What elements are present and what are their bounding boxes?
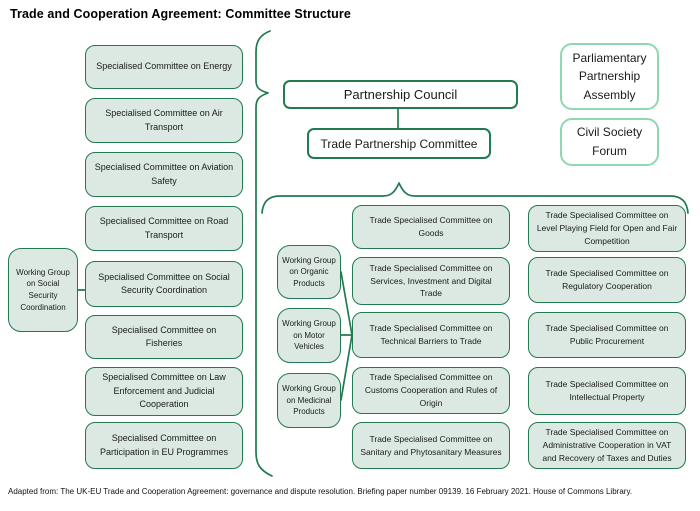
- trade-committee-label: Trade Specialised Committee on Sanitary and Phytosanitary Measures: [360, 433, 502, 457]
- trade-committee-sanitary-box: [352, 422, 510, 469]
- organic-products-line: [341, 272, 352, 335]
- trade-committee-label: Trade Specialised Committee on Intellectual Property: [545, 379, 669, 402]
- specialised-committee-aviation-safety-box: [85, 152, 243, 197]
- committee-label: Specialised Committee on Social Security Coordination: [98, 271, 230, 295]
- working-group-social-security-box: [8, 248, 78, 332]
- trade-committee-regulatory-cooperation-box: [528, 257, 686, 303]
- committee-label: Specialised Committee on Fisheries: [111, 324, 217, 348]
- trade-committee-customs-box: [352, 367, 510, 414]
- working-group-motor-vehicles-box: [277, 308, 341, 363]
- civil-society-forum-label: Civil Society Forum: [576, 125, 643, 158]
- specialised-committee-fisheries-box: [85, 315, 243, 359]
- left-column-brace: [256, 31, 272, 476]
- parliamentary-partnership-assembly-label: Parliamentary Partnership Assembly: [572, 50, 647, 102]
- committee-label: Specialised Committee on Air Transport: [105, 108, 223, 132]
- civil-society-forum-box: [560, 118, 659, 166]
- trade-committee-label: Trade Specialised Committee on Level Playing Field for Open and Fair Competition: [536, 210, 678, 246]
- trade-committee-label: Trade Specialised Committee on Customs Cooperation and Rules of Origin: [364, 372, 498, 408]
- trade-committee-vat-box: [528, 422, 686, 469]
- specialised-committee-air-transport-box: [85, 98, 243, 143]
- trade-committee-label: Trade Specialised Committee on Services, Investment and Digital Trade: [369, 262, 493, 299]
- working-group-medicinal-products-box: [277, 373, 341, 428]
- working-group-organic-products-box: [277, 245, 341, 299]
- source-attribution: Adapted from: The UK-EU Trade and Cooperation Agreement: governance and dispute resolution. Briefing paper number 09139. 16 February 2021. House of Commons Library.: [8, 487, 633, 496]
- trade-committee-technical-barriers-box: [352, 312, 510, 358]
- partnership-council-label: Partnership Council: [343, 87, 458, 102]
- trade-committee-intellectual-property-box: [528, 367, 686, 415]
- medicinal-products-line: [341, 335, 352, 400]
- trade-committee-label: Trade Specialised Committee on Technical Barriers to Trade: [369, 323, 493, 346]
- trade-committee-services-box: [352, 257, 510, 305]
- committee-label: Specialised Committee on Aviation Safety: [94, 162, 234, 186]
- committee-label: Specialised Committee on Energy: [96, 61, 232, 72]
- specialised-committee-energy-box: [85, 45, 243, 89]
- partnership-council-box: [283, 80, 518, 109]
- committee-label: Specialised Committee on Law Enforcement and Judicial Cooperation: [102, 372, 226, 410]
- trade-committee-goods-box: [352, 205, 510, 249]
- trade-partnership-committee-box: [307, 128, 491, 159]
- working-group-label: Working Group on Organic Products: [282, 255, 336, 288]
- trade-partnership-committee-label: Trade Partnership Committee: [320, 136, 478, 151]
- working-group-label: Working Group on Medicinal Products: [282, 384, 336, 417]
- working-group-social-security-label: Working Group on Social Security Coordination: [16, 267, 70, 312]
- trade-committee-label: Trade Specialised Committee on Administrative Cooperation in VAT and Recovery of Taxes and Duties: [542, 427, 672, 463]
- parliamentary-partnership-assembly-box: [560, 43, 659, 110]
- trade-committee-label: Trade Specialised Committee on Public Procurement: [545, 323, 669, 346]
- trade-committee-public-procurement-box: [528, 312, 686, 358]
- working-group-label: Working Group on Motor Vehicles: [282, 319, 336, 352]
- specialised-committee-social-security-box: [85, 261, 243, 307]
- specialised-committee-law-enforcement-box: [85, 367, 243, 416]
- specialised-committee-road-transport-box: [85, 206, 243, 251]
- specialised-committee-eu-programmes-box: [85, 422, 243, 469]
- trade-committee-label: Trade Specialised Committee on Regulatory Cooperation: [545, 268, 669, 291]
- committee-label: Specialised Committee on Participation in EU Programmes: [99, 433, 229, 457]
- trade-committee-level-playing-field-box: [528, 205, 686, 252]
- committee-label: Specialised Committee on Road Transport: [99, 216, 229, 240]
- page-title: Trade and Cooperation Agreement: Committee Structure: [10, 7, 351, 21]
- trade-committee-label: Trade Specialised Committee on Goods: [369, 215, 493, 238]
